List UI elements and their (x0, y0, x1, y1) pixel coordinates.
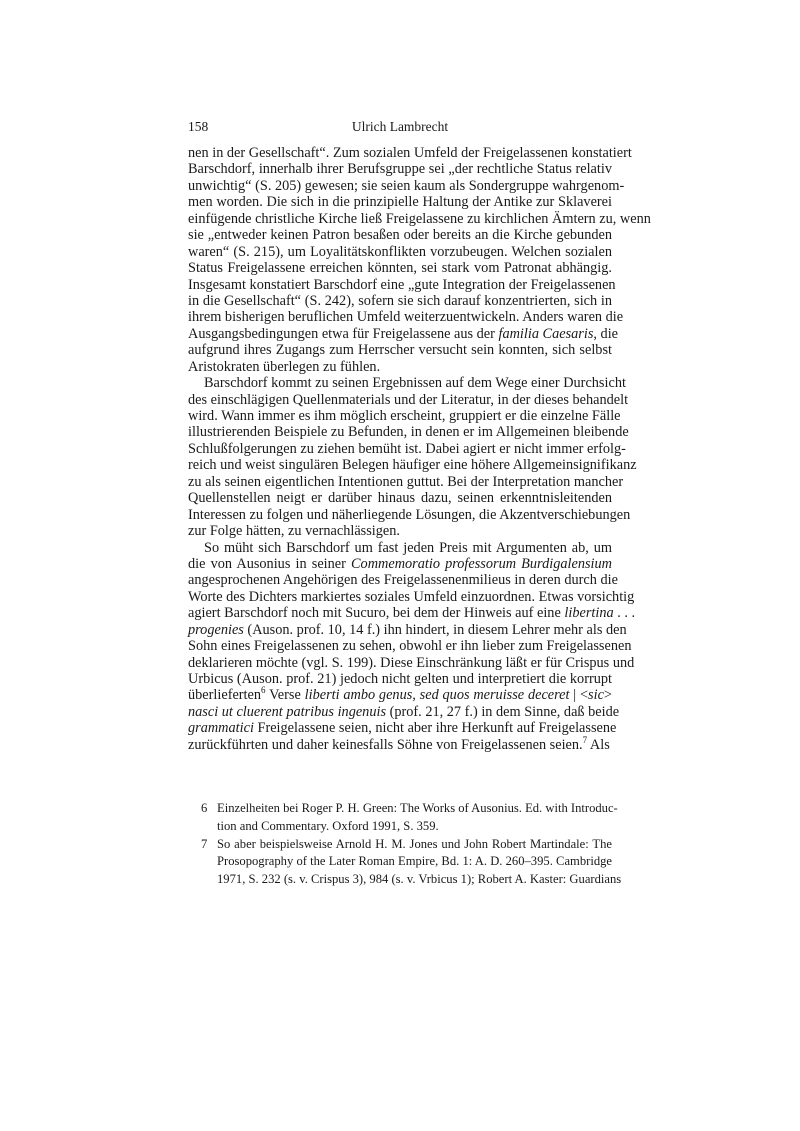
text-line (188, 506, 631, 523)
text-run: wird. Wann immer es ihm möglich erscheint, gruppiert er die einzelne Fälle (188, 408, 621, 424)
text-run: , die (593, 325, 619, 342)
text-line (188, 309, 624, 326)
text-line (188, 260, 612, 276)
paragraph (188, 375, 637, 540)
text-line (188, 671, 612, 687)
text-line (188, 654, 635, 671)
text-line (188, 540, 612, 556)
text-run: Aristokraten überlegen zu fühlen. (188, 358, 381, 375)
text-run: Barschdorf kommt zu seinen Ergebnissen auf dem Wege einer Durchsicht (204, 375, 626, 392)
text-run: einfügende christliche Kirche ließ Freigelassene zu kirchlichen Ämtern zu, wenn (188, 210, 651, 227)
footnote-line: Prosopography of the Later Roman Empire, Bd. 1: A. D. 260–395. Cambridge (217, 854, 612, 869)
body-text (188, 145, 651, 753)
text-line (188, 391, 629, 408)
running-header (188, 119, 612, 137)
running-title: Ulrich Lambrecht (351, 119, 449, 134)
text-run: deklarieren möchte (vgl. S. 199). Diese Einschränkung läßt er für Crispus und (188, 654, 635, 671)
text-line (188, 638, 632, 655)
text-line (188, 177, 625, 194)
text-run: zurückführten und daher keinesfalls Söhne von Freigelassenen seien. (188, 736, 583, 753)
text-run: angesprochenen Angehörigen des Freigelassenenmilieus in deren durch die (188, 572, 618, 589)
text-run: zur Folge hätten, zu vernachlässigen. (188, 523, 400, 540)
text-line (188, 621, 627, 638)
footnote-line: So aber beispielsweise Arnold H. M. Jones und John Robert Martindale: The (217, 836, 612, 851)
footnote-reference: 6 (261, 685, 266, 696)
text-run: Sohn eines Freigelassenen zu sehen, obwohl er ihn lieber zum Freigelassenen (188, 638, 632, 655)
text-run: Quellenstellen neigt er darüber hinaus dazu, seinen erkenntnisleitenden (188, 490, 612, 507)
text-line (188, 408, 621, 424)
text-run: Urbicus (Auson. prof. 21) jedoch nicht gelten und interpretiert die korrupt (188, 671, 612, 687)
text-line (188, 457, 637, 474)
text-run: Verse (265, 687, 305, 704)
italic-text: Commemoratio professorum Burdigalensium (351, 555, 612, 572)
text-line (188, 244, 612, 260)
footnote (201, 836, 622, 889)
text-run: > (603, 687, 612, 704)
text-line (188, 210, 651, 227)
text-line (188, 375, 626, 392)
text-run: (prof. 21, 27 f.) in dem Sinne, daß beide (386, 703, 620, 720)
footnote-number: 6 (201, 801, 208, 815)
text-run: . . . (613, 605, 636, 622)
italic-text: progenies (188, 621, 244, 638)
italic-text: liberti ambo genus, sed quos meruisse deceret (304, 687, 570, 704)
paragraph (188, 145, 651, 375)
footnote-reference: 7 (582, 734, 588, 745)
footnote-line: tion and Commentary. Oxford 1991, S. 359. (217, 818, 439, 833)
text-line (188, 523, 612, 539)
text-line (188, 588, 635, 605)
paragraph (188, 539, 636, 754)
text-line (188, 440, 626, 457)
text-line (188, 490, 612, 506)
text-run: reich und weist singulären Belegen häufiger eine höhere Allgemeinsignifikanz (188, 457, 637, 474)
footnote-number: 7 (201, 836, 208, 851)
text-run: waren“ (S. 215), um Loyalitätskonflikten vorzubeugen. Welchen sozialen (188, 243, 612, 260)
text-run: die von Ausonius in seiner (188, 555, 352, 572)
text-run: sie „entweder keinen Patron besaßen oder bereits an die Kirche gebunden (188, 227, 612, 244)
italic-text: sic (588, 687, 604, 704)
italic-text: libertina (564, 605, 614, 622)
text-line (188, 194, 612, 210)
italic-text: nasci ut cluerent patribus ingenuis (188, 703, 387, 720)
text-run: Interessen zu folgen und näherliegende Lösungen, die Akzentverschiebungen (188, 506, 631, 523)
text-line (188, 424, 629, 441)
text-run: men worden. Die sich in die prinzipielle Haltung der Antike zur Sklaverei (188, 194, 612, 211)
text-line (188, 720, 617, 737)
italic-text: grammatici (188, 720, 254, 737)
text-run: Status Freigelassene erreichen könnten, sei stark vom Patronat abhängig. (188, 260, 612, 277)
text-run: zu als seinen eigentlichen Intentionen guttut. Bei der Interpretation mancher (188, 473, 624, 490)
text-run: Ausgangsbedingungen etwa für Freigelassene aus der (188, 325, 499, 342)
text-run: nen in der Gesellschaft“. Zum sozialen Umfeld der Freigelassenen konstatiert (188, 145, 632, 161)
text-line (188, 473, 624, 490)
text-line (188, 276, 616, 293)
text-run: Freigelassene seien, nicht aber ihre Herkunft auf Freigelassene (253, 720, 617, 737)
text-run: | < (569, 687, 589, 704)
text-line (188, 572, 618, 589)
text-run: ihrem bisherigen beruflichen Umfeld weiterzuentwickeln. Anders waren die (188, 309, 624, 326)
text-line (188, 687, 612, 703)
text-line (188, 703, 620, 720)
italic-text: familia Caesaris (498, 325, 594, 342)
text-run: unwichtig“ (S. 205) gewesen; sie seien kaum als Sondergruppe wahrgenom- (188, 177, 625, 194)
text-run: illustrierenden Beispiele zu Befunden, in denen er im Allgemeinen bleibende (188, 424, 629, 441)
text-line (188, 734, 612, 753)
text-line (188, 293, 612, 309)
text-run: Als (587, 736, 610, 753)
text-run: Schlußfolgerungen zu ziehen bemüht ist. Dabei agiert er nicht immer erfolg- (188, 440, 626, 457)
text-run: überlieferten (188, 687, 262, 704)
page-number: 158 (188, 119, 209, 134)
text-line (188, 325, 619, 342)
text-line (188, 605, 636, 622)
footnote (201, 800, 618, 836)
text-run: Insgesamt konstatiert Barschdorf eine „gute Integration der Freigelassenen (188, 276, 616, 293)
text-run: aufgrund ihres Zugangs zum Herrscher versucht sein konnten, sich selbst (188, 342, 612, 359)
footnotes (201, 800, 622, 889)
text-run: So müht sich Barschdorf um fast jeden Preis mit Argumenten ab, um (204, 539, 612, 556)
text-run: des einschlägigen Quellenmaterials und der Literatur, in der dieses behandelt (188, 391, 629, 408)
text-run: in die Gesellschaft“ (S. 242), sofern sie sich darauf konzentrierten, sich in (188, 292, 612, 309)
footnote-line: 1971, S. 232 (s. v. Crispus 3), 984 (s. v. Vrbicus 1); Robert A. Kaster: Guardians (217, 872, 622, 887)
text-run: Barschdorf, innerhalb ihrer Berufsgruppe sei „der rechtliche Status relativ (188, 161, 612, 178)
text-line (188, 556, 612, 572)
footnote-line: Einzelheiten bei Roger P. H. Green: The Works of Ausonius. Ed. with Introduc- (217, 801, 618, 815)
text-line (188, 359, 612, 375)
text-line (188, 227, 612, 243)
text-run: agiert Barschdorf noch mit Sucuro, bei dem der Hinweis auf eine (188, 605, 565, 622)
text-run: Worte des Dichters markiertes soziales Umfeld einzuordnen. Etwas vorsichtig (188, 588, 635, 605)
text-line (188, 342, 612, 358)
text-line (188, 145, 632, 161)
text-run: (Auson. prof. 10, 14 f.) ihn hindert, in diesem Lehrer mehr als den (243, 621, 627, 638)
text-line (188, 161, 612, 177)
